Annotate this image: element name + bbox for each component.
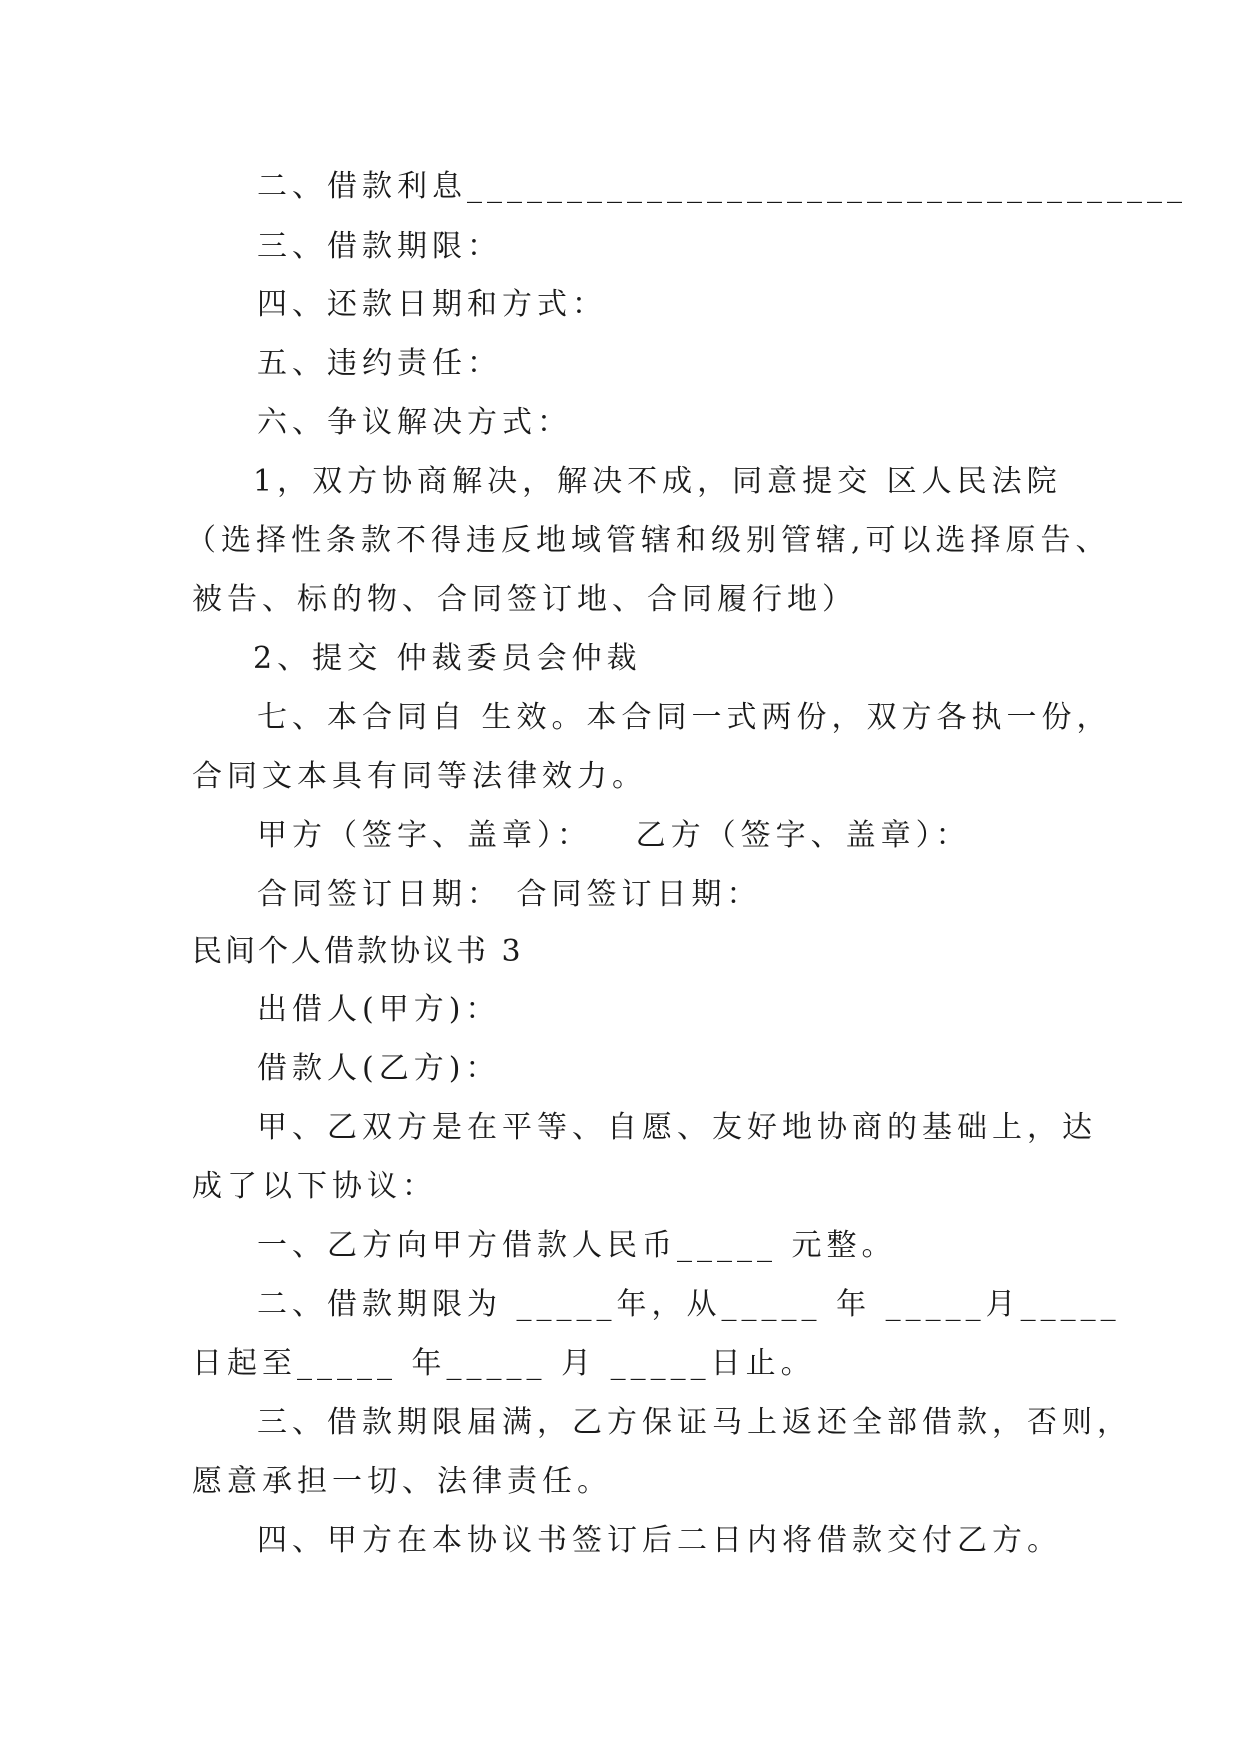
agreement-intro: 甲、乙双方是在平等、自愿、友好地协商的基础上，达 bbox=[257, 1110, 1097, 1145]
clause-term: 三、借款期限： bbox=[257, 229, 502, 264]
clause-effect: 七、本合同自 生效。本合同一式两份，双方各执一份， bbox=[257, 700, 1112, 735]
dispute-option-1-note-cont: 被告、标的物、合同签订地、合同履行地） bbox=[192, 582, 857, 617]
clause-repayment: 四、还款日期和方式： bbox=[257, 287, 607, 322]
section-title: 民间个人借款协议书 3 bbox=[192, 934, 524, 969]
signing-date-line: 合同签订日期： 合同签订日期： bbox=[257, 877, 762, 912]
dispute-option-1: 1，双方协商解决，解决不成，同意提交 区人民法院 bbox=[253, 464, 1062, 499]
clause-repay-guarantee-cont: 愿意承担一切、法律责任。 bbox=[192, 1464, 612, 1499]
clause-repay-guarantee: 三、借款期限届满，乙方保证马上返还全部借款，否则， bbox=[257, 1405, 1132, 1440]
lender-line: 出借人(甲方)： bbox=[257, 992, 501, 1027]
agreement-intro-cont: 成了以下协议： bbox=[192, 1169, 437, 1204]
clause-interest: 二、借款利息____________________________________ bbox=[257, 169, 1187, 204]
dispute-option-1-note: （选择性条款不得违反地域管辖和级别管辖,可以选择原告、 bbox=[186, 523, 1111, 558]
clause-effect-cont: 合同文本具有同等法律效力。 bbox=[192, 759, 647, 794]
clause-delivery: 四、甲方在本协议书签订后二日内将借款交付乙方。 bbox=[257, 1523, 1062, 1558]
dispute-option-2: 2、提交 仲裁委员会仲裁 bbox=[253, 641, 642, 676]
signature-line: 甲方（签字、盖章）： 乙方（签字、盖章）： bbox=[257, 818, 971, 853]
clause-loan-period-cont: 日起至_____ 年_____ 月 _____日止。 bbox=[192, 1346, 816, 1381]
clause-loan-period: 二、借款期限为 _____年，从_____ 年 _____月_____ bbox=[257, 1287, 1121, 1322]
clause-loan-amount: 一、乙方向甲方借款人民币_____ 元整。 bbox=[257, 1228, 897, 1263]
clause-dispute: 六、争议解决方式： bbox=[257, 405, 572, 440]
borrower-line: 借款人(乙方)： bbox=[257, 1051, 501, 1086]
clause-breach: 五、违约责任： bbox=[257, 346, 502, 381]
